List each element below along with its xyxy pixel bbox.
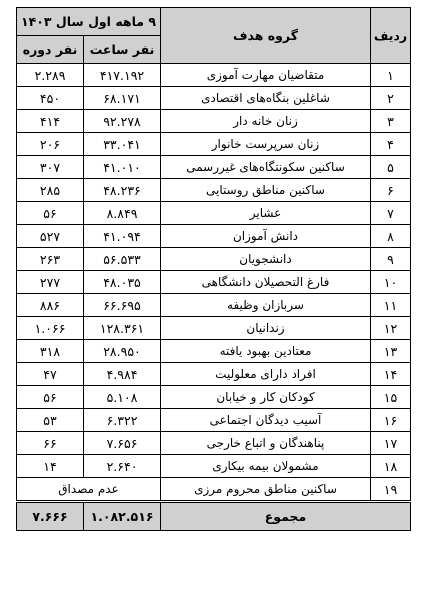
hours-cell: ۲.۶۴۰ — [84, 455, 161, 478]
persons-cell: ۴۵۰ — [17, 87, 84, 110]
table-row — [17, 409, 411, 432]
target-group-cell: سربازان وظیفه — [161, 294, 371, 317]
table-row — [17, 386, 411, 409]
target-group-cell: دانش آموزان — [161, 225, 371, 248]
hours-cell: ۸.۸۴۹ — [84, 202, 161, 225]
header-period: ۹ ماهه اول سال ۱۴۰۳ — [17, 8, 161, 36]
row-number: ۸ — [371, 225, 411, 248]
not-applicable-cell: عدم مصداق — [17, 478, 161, 502]
hours-cell: ۴۱.۰۱۰ — [84, 156, 161, 179]
target-group-cell: ساکنین سکونتگاه‌های غیررسمی — [161, 156, 371, 179]
target-group-cell: کودکان کار و خیابان — [161, 386, 371, 409]
row-number: ۱۶ — [371, 409, 411, 432]
hours-cell: ۱۲۸.۳۶۱ — [84, 317, 161, 340]
persons-cell: ۵۲۷ — [17, 225, 84, 248]
persons-cell: ۱.۰۶۶ — [17, 317, 84, 340]
persons-cell: ۳۱۸ — [17, 340, 84, 363]
table-row — [17, 455, 411, 478]
row-number: ۷ — [371, 202, 411, 225]
target-group-cell: زندانیان — [161, 317, 371, 340]
hours-cell: ۶.۳۲۲ — [84, 409, 161, 432]
table-row — [17, 64, 411, 87]
header-persons: نفر دوره — [17, 36, 84, 64]
total-persons: ۷.۶۶۶ — [17, 502, 84, 531]
persons-cell: ۴۱۴ — [17, 110, 84, 133]
row-number: ۵ — [371, 156, 411, 179]
persons-cell: ۵۳ — [17, 409, 84, 432]
table-row — [17, 317, 411, 340]
row-number: ۱۰ — [371, 271, 411, 294]
row-number: ۱۸ — [371, 455, 411, 478]
target-group-cell: معتادین بهبود یافته — [161, 340, 371, 363]
hours-cell: ۶۶.۶۹۵ — [84, 294, 161, 317]
row-number: ۹ — [371, 248, 411, 271]
table-row — [17, 432, 411, 455]
target-group-cell: عشایر — [161, 202, 371, 225]
hours-cell: ۴.۹۸۴ — [84, 363, 161, 386]
persons-cell: ۴۷ — [17, 363, 84, 386]
table-row — [17, 133, 411, 156]
hours-cell: ۷.۶۵۶ — [84, 432, 161, 455]
table-row — [17, 87, 411, 110]
row-number: ۱۹ — [371, 478, 411, 502]
persons-cell: ۳۰۷ — [17, 156, 84, 179]
target-group-cell: زنان خانه دار — [161, 110, 371, 133]
table-row — [17, 225, 411, 248]
persons-cell: ۲۸۵ — [17, 179, 84, 202]
persons-cell: ۵۶ — [17, 386, 84, 409]
persons-cell: ۵۶ — [17, 202, 84, 225]
persons-cell: ۶۶ — [17, 432, 84, 455]
target-group-cell: شاغلین بنگاه‌های اقتصادی — [161, 87, 371, 110]
target-group-cell: فارغ التحصیلان دانشگاهی — [161, 271, 371, 294]
table-row — [17, 179, 411, 202]
hours-cell: ۴۸.۲۳۶ — [84, 179, 161, 202]
table-row — [17, 202, 411, 225]
row-number: ۶ — [371, 179, 411, 202]
total-row — [17, 502, 411, 531]
table-row — [17, 363, 411, 386]
hours-cell: ۵۶.۵۳۳ — [84, 248, 161, 271]
row-number: ۱۷ — [371, 432, 411, 455]
table-row — [17, 110, 411, 133]
table-row — [17, 478, 411, 502]
target-group-cell: آسیب دیدگان اجتماعی — [161, 409, 371, 432]
persons-cell: ۲.۲۸۹ — [17, 64, 84, 87]
row-number: ۳ — [371, 110, 411, 133]
hours-cell: ۳۳.۰۴۱ — [84, 133, 161, 156]
row-number: ۱ — [371, 64, 411, 87]
row-number: ۴ — [371, 133, 411, 156]
header-hours: نفر ساعت — [84, 36, 161, 64]
target-group-cell: مشمولان بیمه بیکاری — [161, 455, 371, 478]
header-row-no: ردیف — [371, 8, 411, 64]
hours-cell: ۵.۱۰۸ — [84, 386, 161, 409]
row-number: ۲ — [371, 87, 411, 110]
hours-cell: ۶۸.۱۷۱ — [84, 87, 161, 110]
target-group-cell: افراد دارای معلولیت — [161, 363, 371, 386]
target-group-cell: ساکنین مناطق محروم مرزی — [161, 478, 371, 502]
persons-cell: ۸۸۶ — [17, 294, 84, 317]
persons-cell: ۲۰۶ — [17, 133, 84, 156]
target-group-cell: دانشجویان — [161, 248, 371, 271]
header-target-group: گروه هدف — [161, 8, 371, 64]
hours-cell: ۴۸.۰۳۵ — [84, 271, 161, 294]
table-row — [17, 156, 411, 179]
persons-cell: ۲۷۷ — [17, 271, 84, 294]
row-number: ۱۲ — [371, 317, 411, 340]
header-row-1 — [17, 8, 411, 36]
hours-cell: ۴۱۷.۱۹۲ — [84, 64, 161, 87]
row-number: ۱۳ — [371, 340, 411, 363]
table-row — [17, 248, 411, 271]
table-row — [17, 271, 411, 294]
total-label: مجموع — [161, 502, 411, 531]
row-number: ۱۴ — [371, 363, 411, 386]
table-row — [17, 294, 411, 317]
hours-cell: ۲۸.۹۵۰ — [84, 340, 161, 363]
target-group-cell: زنان سرپرست خانوار — [161, 133, 371, 156]
hours-cell: ۴۱.۰۹۴ — [84, 225, 161, 248]
hours-cell: ۹۲.۲۷۸ — [84, 110, 161, 133]
row-number: ۱۱ — [371, 294, 411, 317]
target-group-cell: متقاضیان مهارت آموزی — [161, 64, 371, 87]
persons-cell: ۲۶۳ — [17, 248, 84, 271]
target-group-cell: پناهندگان و اتباع خارجی — [161, 432, 371, 455]
target-group-cell: ساکنین مناطق روستایی — [161, 179, 371, 202]
table-row — [17, 340, 411, 363]
total-hours: ۱.۰۸۲.۵۱۶ — [84, 502, 161, 531]
row-number: ۱۵ — [371, 386, 411, 409]
training-stats-table — [16, 7, 411, 531]
persons-cell: ۱۴ — [17, 455, 84, 478]
